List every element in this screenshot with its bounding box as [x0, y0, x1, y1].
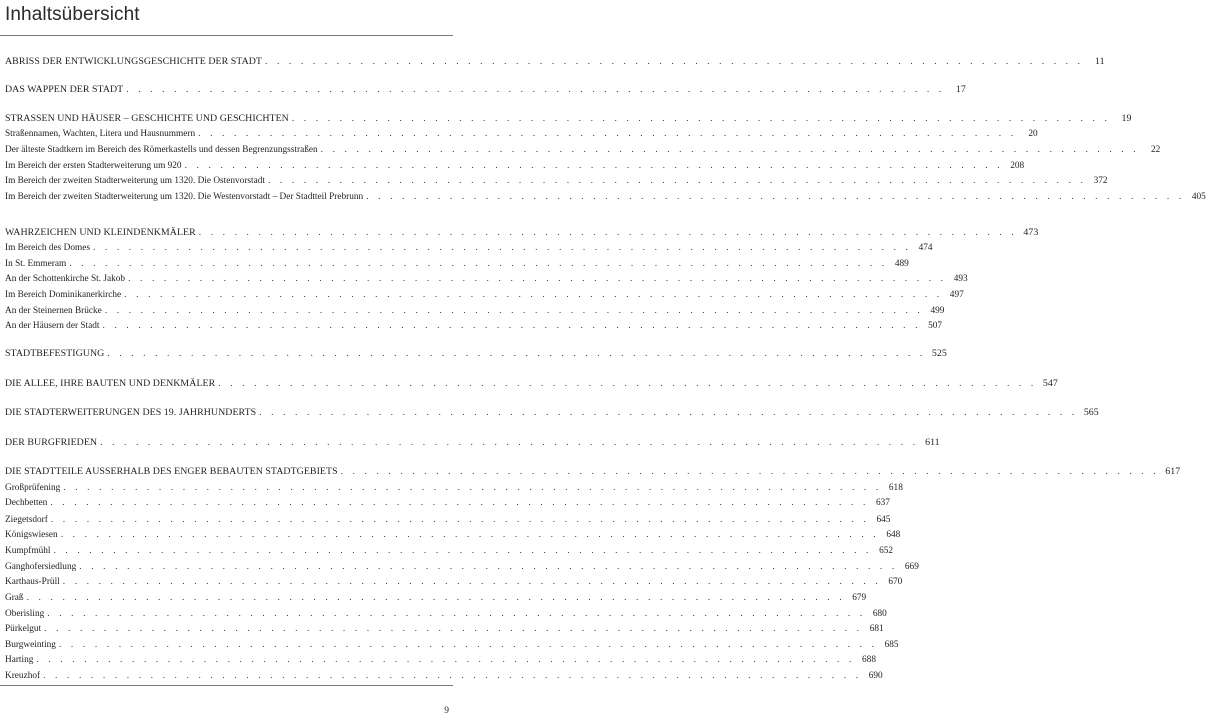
toc-subentry [5, 668, 883, 684]
toc-page-number: 679 [852, 593, 867, 603]
toc-entry-title: WAHRZEICHEN UND KLEINDENKMÄLER [5, 227, 196, 238]
toc-entry-title: Kreuzhof [5, 671, 41, 681]
toc-page-number: 525 [931, 348, 947, 359]
toc-entry-title: Kumpfmühl [5, 546, 51, 556]
dot-leader [182, 158, 1007, 174]
dot-leader [215, 376, 1040, 392]
dot-leader [265, 173, 1090, 189]
toc-subentry [5, 158, 1025, 174]
toc-subentry [5, 637, 899, 653]
dot-leader [289, 111, 1114, 127]
toc-subentry [5, 142, 1161, 158]
toc-subentry [5, 256, 909, 272]
toc-entry-title: DAS WAPPEN DER STADT [5, 84, 124, 95]
toc-entry-title: DIE STADTTEILE AUSSERHALB DES ENGER BEBAUTEN STADTGEBIETS [5, 466, 338, 477]
toc-subentry [5, 543, 894, 559]
toc-subentry [5, 318, 943, 334]
toc-entry-title: Harting [5, 655, 34, 665]
dot-leader [363, 189, 1188, 205]
toc-page-number: 489 [894, 259, 909, 269]
toc-subentry [5, 652, 876, 668]
toc-entry-title: DER BURGFRIEDEN [5, 437, 98, 448]
dot-leader [256, 405, 1081, 421]
toc-section-entry [5, 464, 1181, 480]
toc-subentry [5, 559, 919, 575]
toc-entry-title: Großprüfening [5, 483, 61, 493]
toc-entry-title: Im Bereich der zweiten Stadterweiterung um 1320. Die Westenvorstadt – Der Stadtteil Prebrunn [5, 192, 364, 202]
toc-page-number: 208 [1010, 161, 1025, 171]
toc-subentry [5, 574, 903, 590]
dot-leader [60, 574, 885, 590]
toc-subentry [5, 271, 968, 287]
dot-leader [125, 271, 950, 287]
toc-subentry [5, 303, 945, 319]
toc-page-number: 474 [918, 243, 933, 253]
toc-entry-title: An der Steinernen Brücke [5, 306, 102, 316]
toc-page-number: 611 [925, 437, 940, 448]
toc-page-number: 648 [886, 530, 901, 540]
toc-subentry [5, 590, 867, 606]
toc-section-entry [5, 405, 1099, 421]
dot-leader [50, 543, 875, 559]
toc-page-number: 22 [1150, 145, 1161, 155]
toc-page-number: 680 [872, 609, 887, 619]
toc-entry-title: Ziegetsdorf [5, 515, 48, 525]
toc-entry-title: STADTBEFESTIGUNG [5, 348, 105, 359]
footer-rule [0, 685, 453, 686]
toc-section-entry [5, 376, 1058, 392]
toc-entry-title: Königswiesen [5, 530, 58, 540]
toc-entry-title: ABRISS DER ENTWICKLUNGSGESCHICHTE DER STADT [5, 56, 263, 67]
toc-page-number: 565 [1083, 407, 1099, 418]
toc-subentry [5, 621, 884, 637]
toc-section-entry [5, 54, 1105, 70]
header-rule [0, 35, 453, 36]
toc-section-entry [5, 111, 1132, 127]
dot-leader [100, 318, 925, 334]
toc-entry-title: Der älteste Stadtkern im Bereich des Römerkastells und dessen Begrenzungsstraßen [5, 145, 318, 155]
dot-leader [24, 590, 849, 606]
dot-leader [33, 652, 858, 668]
toc-page-number: 497 [949, 290, 964, 300]
toc-entry-title: Im Bereich Dominikanerkirche [5, 290, 122, 300]
toc-subentry [5, 527, 901, 543]
toc-page-number: 547 [1042, 378, 1058, 389]
toc-entry-title: Oberisling [5, 609, 45, 619]
toc-entry-title: Im Bereich der ersten Stadterweiterung um 920 [5, 161, 182, 171]
toc-subentry [5, 126, 1038, 142]
toc-page-number: 20 [1028, 129, 1038, 139]
toc-page-number: 688 [862, 655, 876, 665]
toc-page-number: 652 [879, 546, 894, 556]
toc-entry-title: Burgweinting [5, 640, 56, 650]
dot-leader [60, 480, 885, 496]
toc-page-number: 507 [928, 321, 943, 331]
toc-page-number: 473 [1023, 227, 1039, 238]
toc-section-entry [5, 346, 947, 362]
toc-subentry [5, 189, 1206, 205]
dot-leader [66, 256, 891, 272]
dot-leader [41, 621, 866, 637]
toc-entry-title: Karthaus-Prüll [5, 577, 60, 587]
toc-page-number: 372 [1093, 176, 1108, 186]
toc-page-number: 685 [884, 640, 899, 650]
toc-page-number: 690 [868, 671, 883, 681]
toc-page-number: 637 [875, 498, 890, 508]
dot-leader [48, 512, 873, 528]
toc-page-number: 617 [1165, 466, 1181, 477]
dot-leader [338, 464, 1163, 480]
toc-entry-title: Graß [5, 593, 24, 603]
dot-leader [104, 346, 929, 362]
toc-section-entry [5, 82, 966, 98]
toc-entry-title: In St. Emmeram [5, 259, 67, 269]
dot-leader [56, 637, 881, 653]
toc-page-number: 681 [869, 624, 884, 634]
dot-leader [121, 287, 946, 303]
dot-leader [90, 240, 915, 256]
toc-section-entry [5, 225, 1039, 241]
toc-page-number: 670 [888, 577, 903, 587]
dot-leader [40, 668, 865, 684]
dot-leader [196, 225, 1021, 241]
dot-leader [76, 559, 901, 575]
toc-page-number: 645 [876, 515, 891, 525]
toc-entry-title: An der Häusern der Stadt [5, 321, 100, 331]
toc-page-number: 405 [1191, 192, 1206, 202]
toc-entry-title: DIE STADTERWEITERUNGEN DES 19. JAHRHUNDERTS [5, 407, 257, 418]
dot-leader [47, 495, 872, 511]
toc-page-number: 11 [1094, 56, 1105, 67]
toc-entry-title: Im Bereich der zweiten Stadterweiterung um 1320. Die Ostenvorstadt [5, 176, 265, 186]
dot-leader [102, 303, 927, 319]
toc-entry-title: STRASSEN UND HÄUSER – GESCHICHTE UND GESCHICHTEN [5, 113, 289, 124]
toc-entry-title: Ganghofersiedlung [5, 562, 77, 572]
toc-subentry [5, 512, 891, 528]
page-title: Inhaltsübersicht [5, 4, 140, 25]
toc-subentry [5, 480, 903, 496]
toc-entry-title: DIE ALLEE, IHRE BAUTEN UND DENKMÄLER [5, 378, 216, 389]
toc-subentry [5, 495, 890, 511]
toc-entry-title: An der Schottenkirche St. Jakob [5, 274, 126, 284]
dot-leader [123, 82, 948, 98]
dot-leader [97, 435, 922, 451]
toc-subentry [5, 240, 933, 256]
dot-leader [58, 527, 883, 543]
toc-subentry [5, 173, 1108, 189]
toc-entry-title: Dechbetten [5, 498, 48, 508]
toc-page-number: 669 [904, 562, 919, 572]
toc-page-number: 618 [888, 483, 903, 493]
toc-page-number: 19 [1121, 113, 1132, 124]
toc-page-number: 493 [953, 274, 968, 284]
toc-page-number: 17 [955, 84, 966, 95]
dot-leader [262, 54, 1087, 70]
toc-section-entry [5, 435, 940, 451]
toc-subentry [5, 287, 964, 303]
page-number: 9 [444, 706, 449, 716]
toc-entry-title: Im Bereich des Domes [5, 243, 90, 253]
dot-leader [44, 606, 869, 622]
toc-subentry [5, 606, 887, 622]
dot-leader [318, 142, 1143, 158]
dot-leader [195, 126, 1020, 142]
toc-entry-title: Pürkelgut [5, 624, 42, 634]
toc-entry-title: Straßennamen, Wachten, Litera und Hausnummern [5, 129, 196, 139]
toc-page-number: 499 [930, 306, 945, 316]
